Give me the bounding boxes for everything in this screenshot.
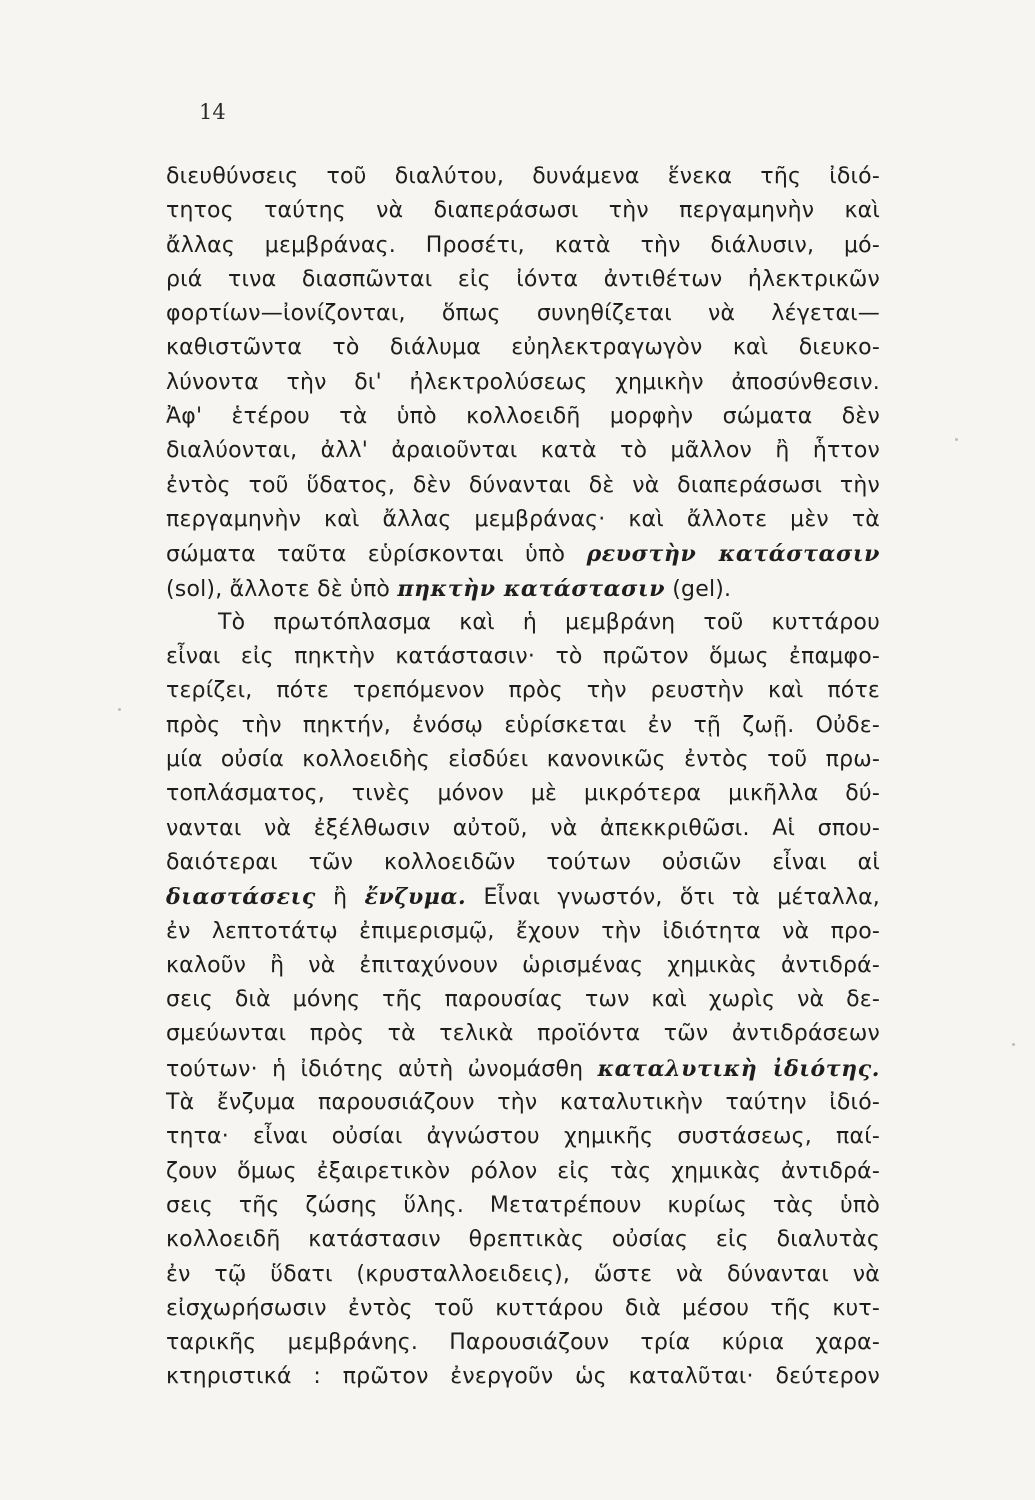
text-line: εἶναι εἰς πηκτὴν κατάστασιν· τὸ πρῶτον ὅμως ἐπαμφο- xyxy=(166,644,880,670)
text-line: ἄλλας μεμβράνας. Προσέτι, κατὰ τὴν διάλυσιν, μό- xyxy=(166,232,880,258)
text-line: διευθύνσεις τοῦ διαλύτου, δυνάμενα ἕνεκα τῆς ἰδιό- xyxy=(166,164,880,189)
text-line: σεις διὰ μόνης τῆς παρουσίας των καὶ χωρὶς νὰ δε- xyxy=(166,987,880,1013)
text-line xyxy=(166,572,880,606)
text-line: ζουν ὅμως ἐξαιρετικὸν ρόλον εἰς τὰς χημικὰς ἀντιδρά- xyxy=(166,1158,880,1184)
text-run: (sol), ἄλλοτε δὲ ὑπὸ xyxy=(166,576,391,602)
text-line: κολλοειδῆ κατάστασιν θρεπτικὰς οὐσίας εἰς διαλυτὰς xyxy=(166,1227,880,1253)
text-line: καθιστῶντα τὸ διάλυμα εὐηλεκτραγωγὸν καὶ διευκο- xyxy=(166,335,880,361)
text-line: τητος ταύτης νὰ διαπεράσωσι τὴν περγαμηνὴν καὶ xyxy=(166,198,880,224)
text-line: νανται νὰ ἐξέλθωσιν αὐτοῦ, νὰ ἀπεκκριθῶσι. Αἱ σπου- xyxy=(166,815,880,841)
term-diastases: διαστάσεις xyxy=(166,884,316,911)
text-line: Ἀφ' ἑτέρου τὰ ὑπὸ κολλοειδῆ μορφὴν σώματα δὲν xyxy=(166,404,880,430)
text-line: δαιότεραι τῶν κολλοειδῶν τούτων οὐσιῶν εἶναι αἱ xyxy=(166,849,880,875)
text-line: διαλύονται, ἀλλ' ἀραιοῦνται κατὰ τὸ μᾶλλον ἢ ἧττον xyxy=(166,438,880,464)
paragraph-start-line: Τὸ πρωτόπλασμα καὶ ἡ μεμβράνη τοῦ κυττάρου xyxy=(218,609,880,635)
body-text xyxy=(166,160,880,1395)
text-line xyxy=(166,880,880,914)
paper-speck xyxy=(955,438,958,441)
text-run: Εἶναι γνωστόν, ὅτι τὰ μέταλλα, xyxy=(483,885,880,911)
text-line: ἐν λεπτοτάτῳ ἐπιμερισμῷ, ἔχουν τὴν ἰδιότητα νὰ προ- xyxy=(166,918,880,944)
text-line: λύνοντα τὴν δι' ἠλεκτρολύσεως χημικὴν ἀποσύνθεσιν. xyxy=(166,369,880,395)
term-solid-state: πηκτὴν κατάστασιν xyxy=(397,575,666,602)
text-line: καλοῦν ἢ νὰ ἐπιταχύνουν ὡρισμένας χημικὰς ἀντιδρά- xyxy=(166,952,880,978)
text-run: σώματα ταῦτα εὑρίσκονται ὑπὸ xyxy=(166,542,566,568)
text-run: (gel). xyxy=(672,576,732,602)
text-line xyxy=(166,1052,880,1086)
text-line: σεις τῆς ζώσης ὕλης. Μετατρέπουν κυρίως τὰς ὑπὸ xyxy=(166,1192,880,1218)
text-line: τερίζει, πότε τρεπόμενον πρὸς τὴν ρευστὴν καὶ πότε xyxy=(166,678,880,704)
text-line: ριά τινα διασπῶνται εἰς ἰόντα ἀντιθέτων ἠλεκτρικῶν xyxy=(166,266,880,292)
text-line: ἐντὸς τοῦ ὕδατος, δὲν δύνανται δὲ νὰ διαπεράσωσι τὴν xyxy=(166,472,880,498)
text-line xyxy=(166,537,880,571)
text-line: ἐν τῷ ὕδατι (κρυσταλλοειδεις), ὥστε νὰ δύνανται νὰ xyxy=(166,1261,880,1287)
paper-speck xyxy=(118,708,121,711)
text-line: σμεύωνται πρὸς τὰ τελικὰ προϊόντα τῶν ἀντιδράσεων xyxy=(166,1021,880,1047)
text-line: φορτίων—ἰονίζονται, ὅπως συνηθίζεται νὰ λέγεται— xyxy=(166,301,880,327)
text-line: τοπλάσματος, τινὲς μόνον μὲ μικρότερα μικῆλλα δύ- xyxy=(166,781,880,807)
text-line: κτηριστικά : πρῶτον ἐνεργοῦν ὡς καταλῦται· δεύτερον xyxy=(166,1364,880,1390)
text-line: ταρικῆς μεμβράνης. Παρουσιάζουν τρία κύρια χαρα- xyxy=(166,1330,880,1356)
text-run: ἢ xyxy=(333,885,348,911)
text-line: μία οὐσία κολλοειδὴς εἰσδύει κανονικῶς ἐντὸς τοῦ πρω- xyxy=(166,747,880,773)
text-line: Τὰ ἔνζυμα παρουσιάζουν τὴν καταλυτικὴν ταύτην ἰδιό- xyxy=(166,1090,880,1116)
text-run: τούτων· ἡ ἰδιότης αὐτὴ ὠνομάσθη xyxy=(166,1056,584,1082)
term-catalytic-property: καταλυτικὴ ἰδιότης. xyxy=(597,1055,880,1082)
term-fluid-state: ρευστὴν κατάστασιν xyxy=(586,541,880,568)
text-line: τητα· εἶναι οὐσίαι ἀγνώστου χημικῆς συστάσεως, παί- xyxy=(166,1124,880,1150)
text-line: περγαμηνὴν καὶ ἄλλας μεμβράνας· καὶ ἄλλοτε μὲν τὰ xyxy=(166,506,880,532)
term-enzymes: ἔνζυμα. xyxy=(364,884,467,911)
page-number: 14 xyxy=(199,100,226,124)
paper-speck xyxy=(1012,1043,1015,1046)
text-line: πρὸς τὴν πηκτήν, ἐνόσῳ εὑρίσκεται ἐν τῇ ζωῇ. Οὐδε- xyxy=(166,712,880,738)
text-line: εἰσχωρήσωσιν ἐντὸς τοῦ κυττάρου διὰ μέσου τῆς κυτ- xyxy=(166,1295,880,1321)
